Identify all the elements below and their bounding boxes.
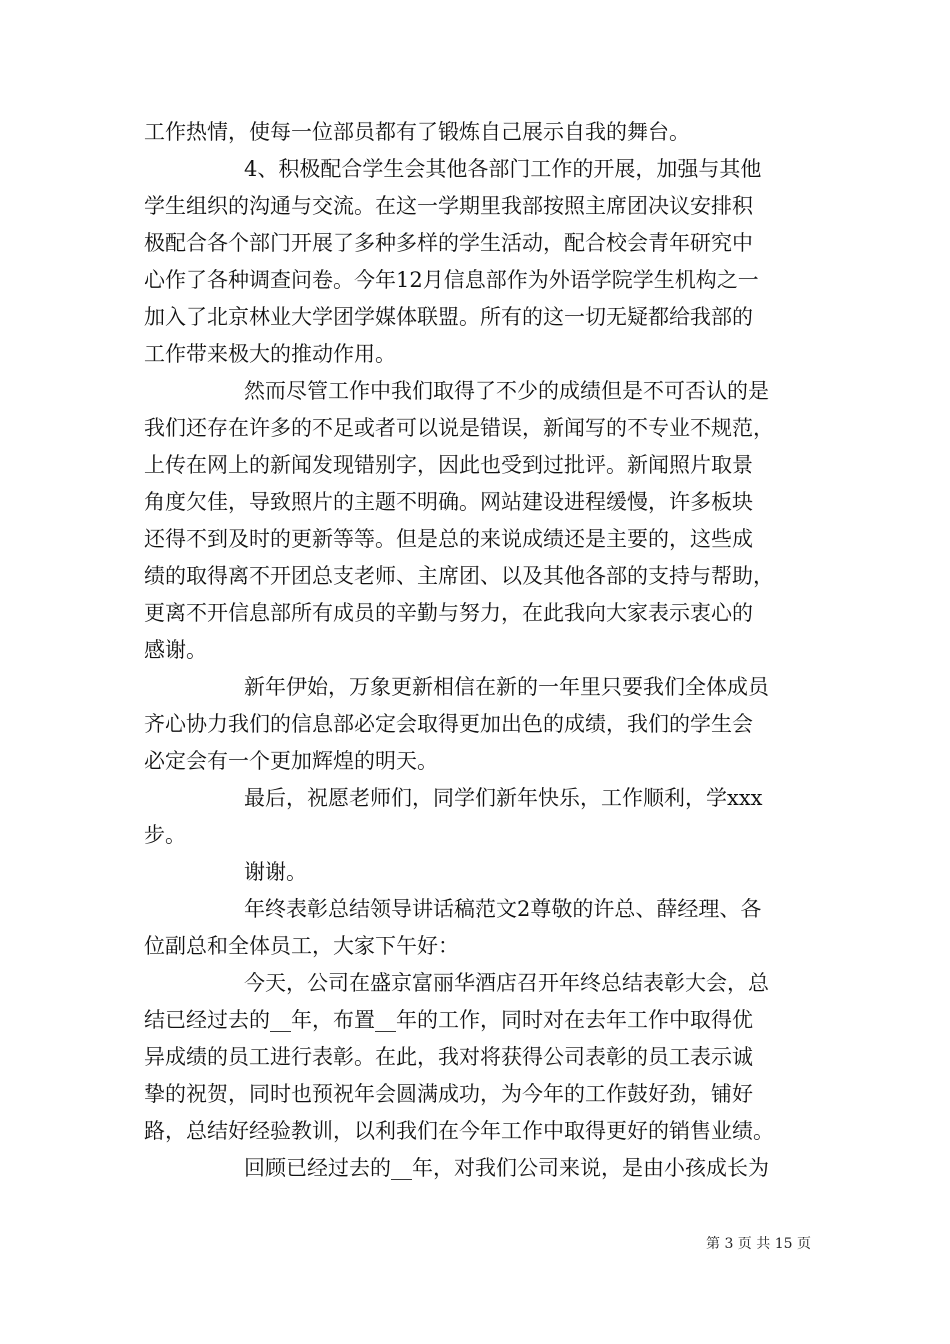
text-line-11: 角度欠佳，导致照片的主题不明确。网站建设进程缓慢，许多板块 bbox=[144, 490, 753, 514]
text-line-26: 异成绩的员工进行表彰。在此，我对将获得公司表彰的员工表示诚 bbox=[144, 1045, 753, 1069]
text-line-22: 年终表彰总结领导讲话稿范文2尊敬的许总、薛经理、各 bbox=[244, 897, 762, 921]
text-line-21: 谢谢。 bbox=[244, 860, 307, 884]
document-body bbox=[144, 114, 812, 1187]
text-line-18: 必定会有一个更加辉煌的明天。 bbox=[144, 749, 438, 773]
text-line-7: 工作带来极大的推动作用。 bbox=[144, 342, 396, 366]
text-line-20: 步。 bbox=[144, 823, 186, 847]
text-line-5: 心作了各种调查问卷。今年12月信息部作为外语学院学生机构之一 bbox=[144, 268, 759, 292]
text-line-6: 加入了北京林业大学团学媒体联盟。所有的这一切无疑都给我部的 bbox=[144, 305, 753, 329]
text-line-1: 工作热情，使每一位部员都有了锻炼自己展示自我的舞台。 bbox=[144, 120, 690, 144]
text-line-4: 极配合各个部门开展了多种多样的学生活动，配合校会青年研究中 bbox=[144, 231, 753, 255]
text-line-28: 路，总结好经验教训，以利我们在今年工作中取得更好的销售业绩。 bbox=[144, 1119, 774, 1143]
text-line-8: 然而尽管工作中我们取得了不少的成绩但是不可否认的是 bbox=[244, 379, 769, 403]
text-line-14: 更离不开信息部所有成员的辛勤与努力，在此我向大家表示衷心的 bbox=[144, 601, 753, 625]
text-line-16: 新年伊始，万象更新相信在新的一年里只要我们全体成员 bbox=[244, 675, 769, 699]
text-line-15: 感谢。 bbox=[144, 638, 207, 662]
page-number-footer: 第 3 页 共 15 页 bbox=[706, 1236, 811, 1252]
text-line-10: 上传在网上的新闻发现错别字，因此也受到过批评。新闻照片取景 bbox=[144, 453, 753, 477]
text-line-9: 我们还存在许多的不足或者可以说是错误，新闻写的不专业不规范， bbox=[144, 416, 774, 440]
text-line-2: 4、积极配合学生会其他各部门工作的开展，加强与其他 bbox=[244, 157, 762, 181]
text-line-3: 学生组织的沟通与交流。在这一学期里我部按照主席团决议安排积 bbox=[144, 194, 753, 218]
text-line-19: 最后，祝愿老师们，同学们新年快乐，工作顺利，学xxx bbox=[244, 786, 763, 810]
text-line-29: 回顾已经过去的__年，对我们公司来说，是由小孩成长为 bbox=[244, 1156, 769, 1180]
text-line-23: 位副总和全体员工，大家下午好： bbox=[144, 934, 459, 958]
text-line-27: 挚的祝贺，同时也预祝年会圆满成功，为今年的工作鼓好劲，铺好 bbox=[144, 1082, 753, 1106]
text-line-12: 还得不到及时的更新等等。但是总的来说成绩还是主要的，这些成 bbox=[144, 527, 753, 551]
text-line-24: 今天，公司在盛京富丽华酒店召开年终总结表彰大会，总 bbox=[244, 971, 769, 995]
text-line-17: 齐心协力我们的信息部必定会取得更加出色的成绩，我们的学生会 bbox=[144, 712, 753, 736]
text-line-13: 绩的取得离不开团总支老师、主席团、以及其他各部的支持与帮助， bbox=[144, 564, 774, 588]
text-line-25: 结已经过去的__年，布置__年的工作，同时对在去年工作中取得优 bbox=[144, 1008, 753, 1032]
